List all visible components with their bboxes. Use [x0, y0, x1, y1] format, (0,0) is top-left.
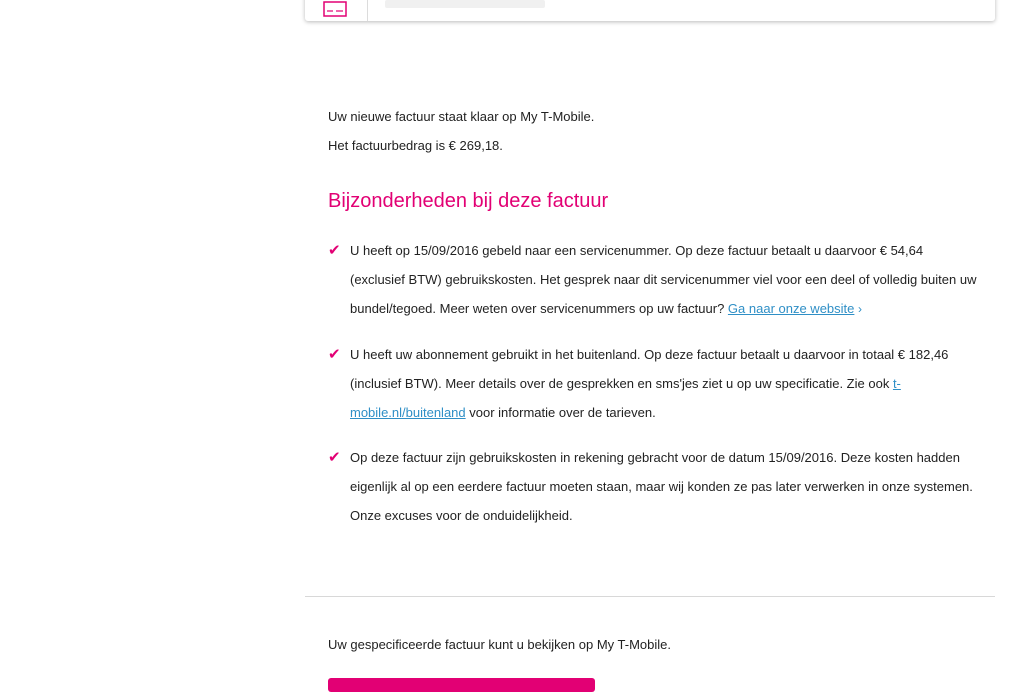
invoice-header-card: [305, 0, 995, 21]
detail-item-text: U heeft uw abonnement gebruikt in het buitenland. Op deze factuur betaalt u daarvoor in totaal € 182,46 (inclusief BTW). Meer details over de gesprekken en sms'jes ziet u op uw specificatie. Zie ook: [350, 347, 949, 391]
checkmark-icon: ✔: [328, 449, 341, 466]
details-heading: Bijzonderheden bij deze factuur: [328, 190, 609, 212]
detail-item-servicenummer: [328, 236, 978, 324]
intro-new-invoice: Uw nieuwe factuur staat klaar op My T-Mobile.: [328, 109, 595, 124]
detail-item-gebruikskosten: [328, 443, 978, 530]
invoice-icon: [323, 1, 347, 17]
intro-section: [328, 102, 594, 160]
invoice-icon-cell: [305, 0, 368, 21]
detail-item-text: U heeft op 15/09/2016 gebeld naar een servicenummer. Op deze factuur betaalt u daarvoor € 54,64 (exclusief BTW) gebruikskosten. Het gesprek naar dit servicenummer viel voor een deel of volledig buiten uw bundel/tegoed. Meer weten over servicenummers op uw factuur?: [350, 243, 977, 316]
checkmark-icon: ✔: [328, 346, 341, 363]
website-link[interactable]: Ga naar onze website: [727, 301, 855, 316]
buitenland-link[interactable]: t-mobile.nl/buitenland: [350, 376, 901, 420]
detail-item-text-after: voor informatie over de tarieven.: [465, 405, 656, 420]
detail-item-buitenland: [328, 340, 978, 427]
intro-invoice-amount: Het factuurbedrag is € 269,18.: [328, 138, 503, 153]
details-list: [328, 236, 978, 546]
specification-text: Uw gespecificeerde factuur kunt u bekijken op My T-Mobile.: [328, 637, 671, 652]
detail-item-text: Op deze factuur zijn gebruikskosten in rekening gebracht voor de datum 15/09/2016. Deze kosten hadden eigenlijk al op een eerdere factuur moeten staan, maar wij konden ze pas later verwerken in onze systemen. Onze excuses voor de onduidelijkheid.: [350, 450, 973, 523]
view-invoice-button[interactable]: [328, 678, 595, 692]
faded-header-text: [385, 0, 545, 8]
section-divider: [305, 596, 995, 597]
chevron-right-icon[interactable]: ›: [858, 302, 863, 316]
checkmark-icon: ✔: [328, 242, 341, 259]
